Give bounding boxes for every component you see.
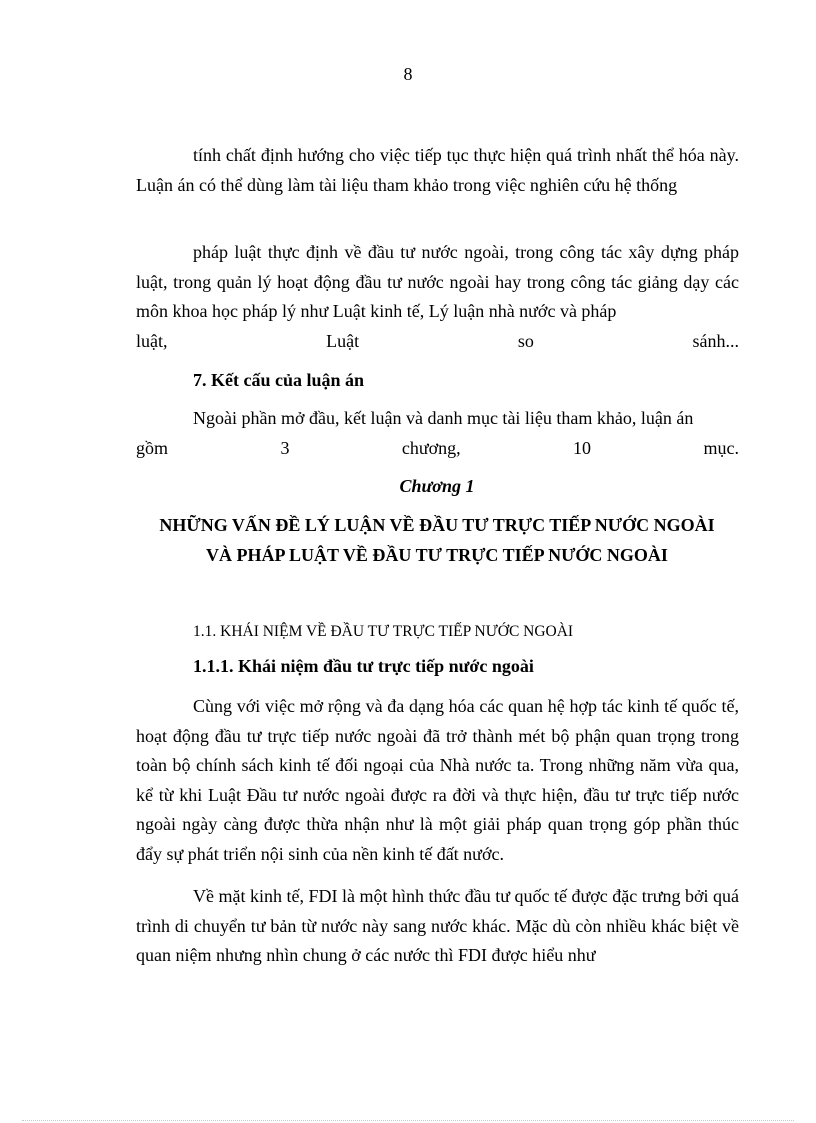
chapter-title-line-1: NHỮNG VẤN ĐỀ LÝ LUẬN VỀ ĐẦU TƯ TRỰC TIẾP NƯỚC NGOÀI	[159, 515, 715, 535]
word: Luật	[326, 330, 360, 351]
word: mục.	[703, 437, 739, 458]
structure-paragraph	[136, 404, 739, 463]
intro-paragraph-2-body: pháp luật thực định về đầu tư nước ngoài, trong công tác xây dựng pháp luật, trong quản lý hoạt động đầu tư nước ngoài hay trong công tác giảng dạy các môn khoa học pháp lý như Luật kinh tế, Lý luận nhà nước và pháp	[136, 242, 739, 321]
section-title: 1.1. KHÁI NIỆM VỀ ĐẦU TƯ TRỰC TIẾP NƯỚC NGOÀI	[193, 623, 574, 640]
word: so	[517, 330, 534, 351]
chapter-title-line-2: VÀ PHÁP LUẬT VỀ ĐẦU TƯ TRỰC TIẾP NƯỚC NGOÀI	[206, 545, 668, 565]
word: sánh...	[692, 330, 739, 351]
structure-paragraph-body: Ngoài phần mở đầu, kết luận và danh mục tài liệu tham khảo, luận án	[193, 408, 694, 428]
page-number: 8	[403, 64, 413, 84]
chapter-label: Chương 1	[399, 476, 475, 496]
structure-heading: 7. Kết cấu của luận án	[193, 370, 365, 390]
section-paragraph-2: Về mặt kinh tế, FDI là một hình thức đầu tư quốc tế được đặc trưng bởi quá trình di chuyển tư bản từ nước này sang nước khác. Mặc dù còn nhiều khác biệt về quan niệm nhưng nhìn chung ở các nước thì FDI được hiểu như	[136, 886, 739, 965]
subsection-title: 1.1.1. Khái niệm đầu tư trực tiếp nước ngoài	[193, 656, 534, 676]
page-bottom-divider	[22, 1120, 794, 1121]
word: chương,	[401, 437, 461, 458]
word: gồm	[136, 437, 169, 458]
intro-paragraph-2-last-line	[136, 327, 739, 357]
intro-paragraph-2	[136, 238, 739, 356]
chapter-title	[100, 510, 774, 570]
word: 10	[573, 437, 592, 458]
word: luật,	[136, 330, 168, 351]
section-paragraph-1: Cùng với việc mở rộng và đa dạng hóa các quan hệ hợp tác kinh tế quốc tế, hoạt động đầu tư trực tiếp nước ngoài đã trở thành mét bộ phận quan trọng trong toàn bộ chính sách kinh tế đối ngoại của Nhà nước ta. Trong những năm vừa qua, kể từ khi Luật Đầu tư nước ngoài được ra đời và thực hiện, đầu tư trực tiếp nước ngoài ngày càng được thừa nhận như là một giải pháp quan trọng góp phần thúc đẩy sự phát triển nội sinh của nền kinh tế đất nước.	[136, 696, 739, 864]
word: 3	[280, 437, 290, 458]
intro-paragraph-1: tính chất định hướng cho việc tiếp tục thực hiện quá trình nhất thể hóa này. Luận án có thể dùng làm tài liệu tham khảo trong việc nghiên cứu hệ thống	[136, 145, 739, 195]
structure-paragraph-last-line	[136, 434, 739, 464]
